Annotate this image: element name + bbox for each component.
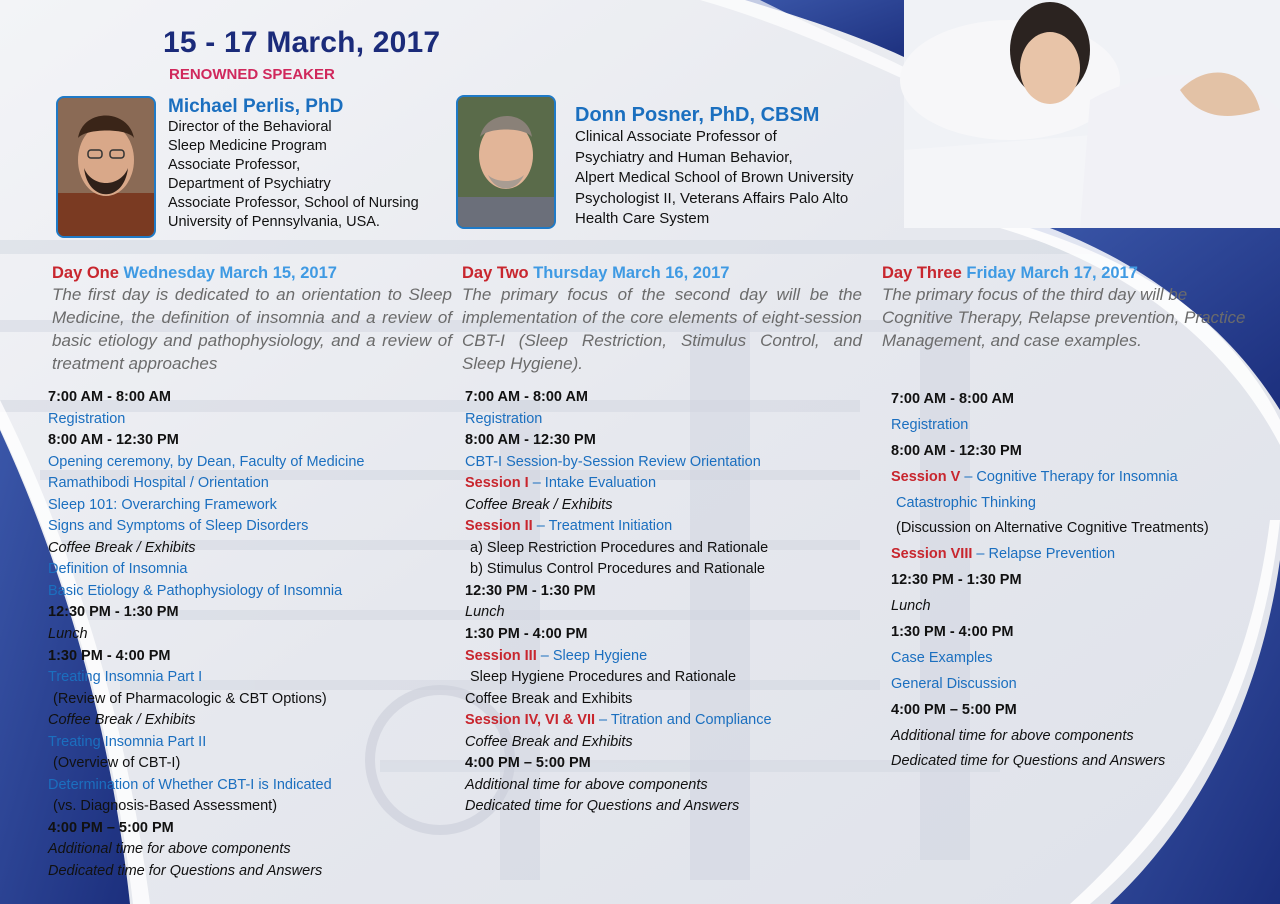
speaker-title-line: Psychiatry and Human Behavior,: [575, 148, 793, 166]
day-two-header: [462, 264, 862, 375]
day-description: The primary focus of the second day will be the implementation of the core elements of eight-session CBT-I (Sleep Restriction, Stimulus Control, and Sleep Hygiene).: [462, 285, 862, 373]
session-number: Session V: [891, 468, 961, 485]
schedule-note: Dedicated time for Questions and Answers: [891, 753, 1166, 770]
session-number: Session II: [465, 518, 533, 535]
schedule-subitem: (Review of Pharmacologic & CBT Options): [53, 690, 327, 707]
schedule-time: 12:30 PM - 1:30 PM: [891, 572, 1022, 589]
day-one-schedule: [48, 387, 364, 883]
schedule-session: [465, 516, 772, 538]
speaker-name: Donn Posner, PhD, CBSM: [575, 104, 820, 126]
schedule-time: 7:00 AM - 8:00 AM: [465, 389, 589, 405]
speaker-michael-perlis: [168, 96, 419, 232]
schedule-subtopic: Catastrophic Thinking: [896, 494, 1036, 511]
schedule-time: 4:00 PM – 5:00 PM: [891, 701, 1017, 718]
schedule-subitem: (Discussion on Alternative Cognitive Treatments): [896, 520, 1209, 537]
speaker-title-line: Clinical Associate Professor of: [575, 128, 777, 145]
schedule-topic: Ramathibodi Hospital / Orientation: [48, 475, 269, 492]
speaker-title-line: Health Care System: [575, 210, 710, 227]
day-three-schedule: [891, 387, 1209, 775]
schedule-note: Dedicated time for Questions and Answers: [48, 863, 323, 880]
day-heading: [462, 264, 862, 283]
speaker-title-line: Director of the Behavioral: [168, 119, 332, 135]
speaker-title-line: Sleep Medicine Program: [168, 138, 327, 154]
schedule-time: 4:00 PM – 5:00 PM: [48, 819, 174, 836]
schedule-session: [465, 646, 772, 668]
schedule-subitem: b) Stimulus Control Procedures and Rationale: [470, 561, 765, 578]
schedule-topic: Signs and Symptoms of Sleep Disorders: [48, 518, 309, 535]
schedule-topic: Case Examples: [891, 649, 993, 666]
day-label: Day Two: [462, 264, 529, 282]
schedule-topic: Sleep 101: Overarching Framework: [48, 496, 277, 513]
schedule-topic: General Discussion: [891, 675, 1017, 692]
schedule-topic: Treating Insomnia Part I: [48, 669, 203, 686]
day-label: Day One: [52, 264, 119, 282]
event-dates: 15 - 17 March, 2017: [163, 26, 441, 59]
schedule-time: 1:30 PM - 4:00 PM: [48, 647, 171, 664]
schedule-session: [891, 465, 1209, 491]
schedule-topic: CBT-I Session-by-Session Review Orientation: [465, 453, 761, 470]
schedule-note: Lunch: [48, 626, 88, 643]
session-number: Session I: [465, 475, 529, 492]
schedule-time: 12:30 PM - 1:30 PM: [48, 604, 179, 621]
schedule-note: Coffee Break and Exhibits: [465, 690, 633, 707]
day-heading: [882, 264, 1262, 283]
speaker-title-line: University of Pennsylvania, USA.: [168, 214, 380, 230]
schedule-note: Lunch: [891, 598, 931, 615]
schedule-session: [465, 710, 772, 732]
schedule-note: Additional time for above components: [891, 727, 1134, 744]
day-one-header: [52, 264, 452, 375]
day-date: Friday March 17, 2017: [966, 264, 1138, 282]
speaker-title-line: Associate Professor, School of Nursing: [168, 195, 419, 211]
day-date: Thursday March 16, 2017: [533, 264, 730, 282]
day-description: The first day is dedicated to an orientation to Sleep Medicine, the definition of insomnia and a review of basic etiology and pathophysiology, and a review of treatment approaches: [52, 285, 452, 373]
schedule-subitem: a) Sleep Restriction Procedures and Rationale: [470, 539, 769, 556]
speaker-title-line: Alpert Medical School of Brown University: [575, 169, 854, 186]
day-description: The primary focus of the third day will be Cognitive Therapy, Relapse prevention, Practice Management, and case examples.: [882, 285, 1246, 350]
day-two-schedule: [465, 387, 772, 818]
day-three-header: [882, 264, 1262, 352]
schedule-time: 7:00 AM - 8:00 AM: [48, 389, 172, 405]
schedule-session: [465, 473, 772, 495]
schedule-note: Coffee Break / Exhibits: [465, 496, 613, 513]
session-topic: – Treatment Initiation: [532, 518, 673, 535]
day-heading: [52, 264, 452, 283]
session-topic: – Relapse Prevention: [972, 546, 1116, 563]
speaker-photo-michael-perlis: [56, 96, 156, 238]
session-topic: – Intake Evaluation: [528, 475, 657, 492]
schedule-time: 8:00 AM - 12:30 PM: [465, 432, 596, 449]
schedule-subitem: Sleep Hygiene Procedures and Rationale: [470, 669, 737, 686]
renowned-speaker-heading: RENOWNED SPEAKER: [169, 66, 335, 83]
speaker-title-line: Department of Psychiatry: [168, 176, 331, 192]
schedule-topic: Determination of Whether CBT-I is Indicated: [48, 776, 332, 793]
speaker-title-line: Psychologist II, Veterans Affairs Palo Alto: [575, 189, 849, 207]
schedule-time: 1:30 PM - 4:00 PM: [465, 626, 588, 643]
session-number: Session III: [465, 647, 537, 664]
schedule-note: Additional time for above components: [465, 776, 708, 793]
schedule-subitem: (Overview of CBT-I): [53, 755, 181, 772]
schedule-time: 8:00 AM - 12:30 PM: [48, 432, 179, 449]
schedule-topic: Treating Insomnia Part II: [48, 733, 207, 750]
schedule-time: 7:00 AM - 8:00 AM: [891, 391, 1015, 407]
session-number: Session VIII: [891, 546, 973, 563]
schedule-topic: Registration: [465, 410, 543, 427]
schedule-subitem: (vs. Diagnosis-Based Assessment): [53, 798, 278, 815]
day-date: Wednesday March 15, 2017: [123, 264, 337, 282]
schedule-note: Coffee Break / Exhibits: [48, 712, 196, 729]
session-topic: – Cognitive Therapy for Insomnia: [960, 468, 1178, 485]
schedule-note: Coffee Break and Exhibits: [465, 733, 633, 750]
schedule-topic: Basic Etiology & Pathophysiology of Insomnia: [48, 582, 343, 599]
schedule-note: Lunch: [465, 604, 505, 621]
schedule-topic: Opening ceremony, by Dean, Faculty of Medicine: [48, 453, 365, 470]
schedule-note: Coffee Break / Exhibits: [48, 539, 196, 556]
speaker-name: Michael Perlis, PhD: [168, 96, 344, 117]
schedule-topic: Registration: [48, 410, 126, 427]
speaker-donn-posner: [575, 104, 853, 230]
speaker-title-line: Associate Professor,: [168, 157, 301, 173]
schedule-session: [891, 542, 1209, 568]
session-topic: – Sleep Hygiene: [536, 647, 648, 664]
schedule-time: 8:00 AM - 12:30 PM: [891, 442, 1022, 459]
day-label: Day Three: [882, 264, 962, 282]
schedule-note: Additional time for above components: [48, 841, 291, 858]
schedule-note: Dedicated time for Questions and Answers: [465, 798, 740, 815]
session-topic: – Titration and Compliance: [595, 712, 772, 729]
session-number: Session IV, VI & VII: [465, 712, 596, 729]
schedule-time: 4:00 PM – 5:00 PM: [465, 755, 591, 772]
schedule-time: 1:30 PM - 4:00 PM: [891, 624, 1014, 641]
schedule-time: 12:30 PM - 1:30 PM: [465, 582, 596, 599]
schedule-topic: Registration: [891, 416, 969, 433]
speaker-photo-donn-posner: [456, 95, 556, 229]
schedule-topic: Definition of Insomnia: [48, 561, 188, 578]
